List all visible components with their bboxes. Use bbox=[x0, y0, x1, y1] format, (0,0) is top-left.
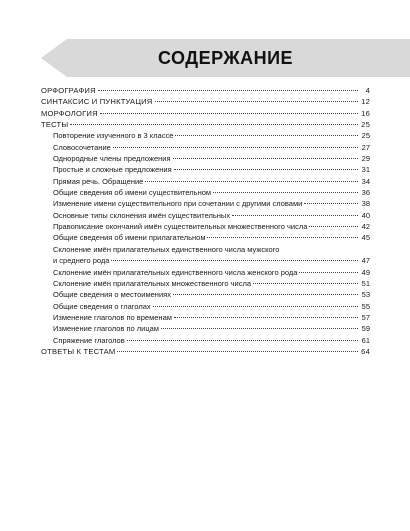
toc-entry-page-number: 29 bbox=[361, 154, 370, 164]
page-title: СОДЕРЖАНИЕ bbox=[157, 48, 294, 68]
dot-leader bbox=[207, 237, 358, 238]
toc-entry-page-number: 25 bbox=[361, 131, 370, 141]
dot-leader bbox=[117, 351, 358, 352]
toc-entry bbox=[41, 268, 370, 279]
toc-entry-page-number: 31 bbox=[361, 165, 370, 175]
toc-entry bbox=[41, 131, 370, 142]
toc-entry bbox=[41, 154, 370, 165]
toc-entry-page-number: 45 bbox=[361, 233, 370, 243]
dot-leader bbox=[161, 328, 358, 329]
toc-entry-label: Словосочетание bbox=[53, 142, 111, 152]
toc-entry bbox=[41, 86, 370, 97]
dot-leader bbox=[111, 260, 358, 261]
toc-entry bbox=[41, 256, 370, 267]
toc-entry-label: СИНТАКСИС И ПУНКТУАЦИЯ bbox=[41, 97, 153, 107]
toc-entry bbox=[41, 222, 370, 233]
toc-entry bbox=[41, 143, 370, 154]
toc-entry bbox=[41, 245, 370, 256]
dot-leader bbox=[145, 181, 358, 182]
toc-entry-label: Основные типы склонения имён существительных bbox=[53, 210, 231, 220]
toc-entry-page-number: 36 bbox=[361, 188, 370, 198]
toc-entry-page-number: 49 bbox=[361, 267, 370, 277]
toc-entry bbox=[41, 313, 370, 324]
toc-entry-page-number: 38 bbox=[361, 199, 370, 209]
toc-entry bbox=[41, 165, 370, 176]
toc-entry bbox=[41, 97, 370, 108]
toc-entry-label: и среднего рода bbox=[53, 256, 110, 266]
toc-entry-page-number: 51 bbox=[361, 278, 370, 288]
toc-entry-label: Изменение глаголов по временам bbox=[53, 312, 172, 322]
dot-leader bbox=[309, 226, 358, 227]
dot-leader bbox=[304, 203, 358, 204]
toc-entry-page-number: 47 bbox=[361, 256, 370, 266]
dot-leader bbox=[174, 169, 358, 170]
dot-leader bbox=[213, 192, 358, 193]
dot-leader bbox=[175, 135, 358, 136]
toc-entry-label: Однородные члены предложения bbox=[53, 154, 171, 164]
dot-leader bbox=[127, 340, 358, 341]
toc-entry bbox=[41, 290, 370, 301]
toc-entry-label: Прямая речь. Обращение bbox=[53, 176, 144, 186]
toc-entry bbox=[41, 347, 370, 358]
toc-entry-label: Склонение имён прилагательных множественного числа bbox=[53, 278, 252, 288]
toc-entry bbox=[41, 279, 370, 290]
toc-entry-label: Общие сведения об имени существительном bbox=[53, 188, 212, 198]
toc-entry-page-number: 57 bbox=[361, 312, 370, 322]
toc-entry bbox=[41, 233, 370, 244]
toc-entry-label: ОРФОГРАФИЯ bbox=[41, 86, 96, 95]
toc-entry-label: Склонение имён прилагательных единственного числа женского рода bbox=[53, 267, 298, 277]
dot-leader bbox=[70, 124, 358, 125]
dot-leader bbox=[153, 306, 358, 307]
toc-entry-label: ТЕСТЫ bbox=[41, 120, 69, 130]
toc-entry-label: Склонение имён прилагательных единственного числа мужского bbox=[53, 244, 280, 254]
toc-entry-page-number: 61 bbox=[361, 335, 370, 345]
toc-entry-label: Изменение глаголов по лицам bbox=[53, 324, 159, 334]
toc-entry-page-number: 64 bbox=[361, 346, 370, 356]
dot-leader bbox=[173, 158, 358, 159]
toc-entry-label: Спряжение глаголов bbox=[53, 335, 125, 345]
dot-leader bbox=[253, 283, 358, 284]
toc-entry bbox=[41, 120, 370, 131]
toc-entry bbox=[41, 199, 370, 210]
toc-entry-page-number: 53 bbox=[361, 290, 370, 300]
toc-entry-label: ОТВЕТЫ К ТЕСТАМ bbox=[41, 346, 116, 356]
toc-entry bbox=[41, 302, 370, 313]
toc-entry-page-number: 27 bbox=[361, 142, 370, 152]
toc-entry-label: Общие сведения о местоимениях bbox=[53, 290, 171, 300]
toc-entry bbox=[41, 188, 370, 199]
toc-entry-label: Простые и сложные предложения bbox=[53, 165, 172, 175]
toc-entry-label: Общие сведения об имени прилагательном bbox=[53, 233, 206, 243]
toc-entry-page-number: 40 bbox=[361, 210, 370, 220]
toc-entry bbox=[41, 177, 370, 188]
toc-entry-page-number: 59 bbox=[361, 324, 370, 334]
toc-entry bbox=[41, 109, 370, 120]
dot-leader bbox=[98, 90, 358, 91]
toc-entry-page-number: 16 bbox=[361, 108, 370, 118]
dot-leader bbox=[100, 113, 358, 114]
toc-entry bbox=[41, 336, 370, 347]
toc-entry-page-number: 12 bbox=[361, 97, 370, 107]
toc-entry-page-number: 34 bbox=[361, 176, 370, 186]
toc-entry-label: Изменение имени существительного при сочетании с другими словами bbox=[53, 199, 303, 209]
toc-entry-label: Повторение изученного в 3 классе bbox=[53, 131, 174, 141]
toc-entry-page-number: 55 bbox=[361, 301, 370, 311]
toc-entry bbox=[41, 211, 370, 222]
dot-leader bbox=[299, 272, 358, 273]
toc-entry-page-number: 4 bbox=[365, 86, 370, 95]
dot-leader bbox=[155, 101, 359, 102]
dot-leader bbox=[173, 294, 358, 295]
dot-leader bbox=[174, 317, 358, 318]
dot-leader bbox=[232, 215, 358, 216]
toc-entry-label: Общие сведения о глаголах bbox=[53, 301, 151, 311]
toc-entry-page-number: 42 bbox=[361, 222, 370, 232]
toc-entry-label: Правописание окончаний имён существительных множественного числа bbox=[53, 222, 308, 232]
table-of-contents bbox=[41, 86, 370, 358]
toc-entry bbox=[41, 324, 370, 335]
toc-entry-label: МОРФОЛОГИЯ bbox=[41, 108, 98, 118]
dot-leader bbox=[113, 147, 358, 148]
toc-entry-page-number: 25 bbox=[361, 120, 370, 130]
